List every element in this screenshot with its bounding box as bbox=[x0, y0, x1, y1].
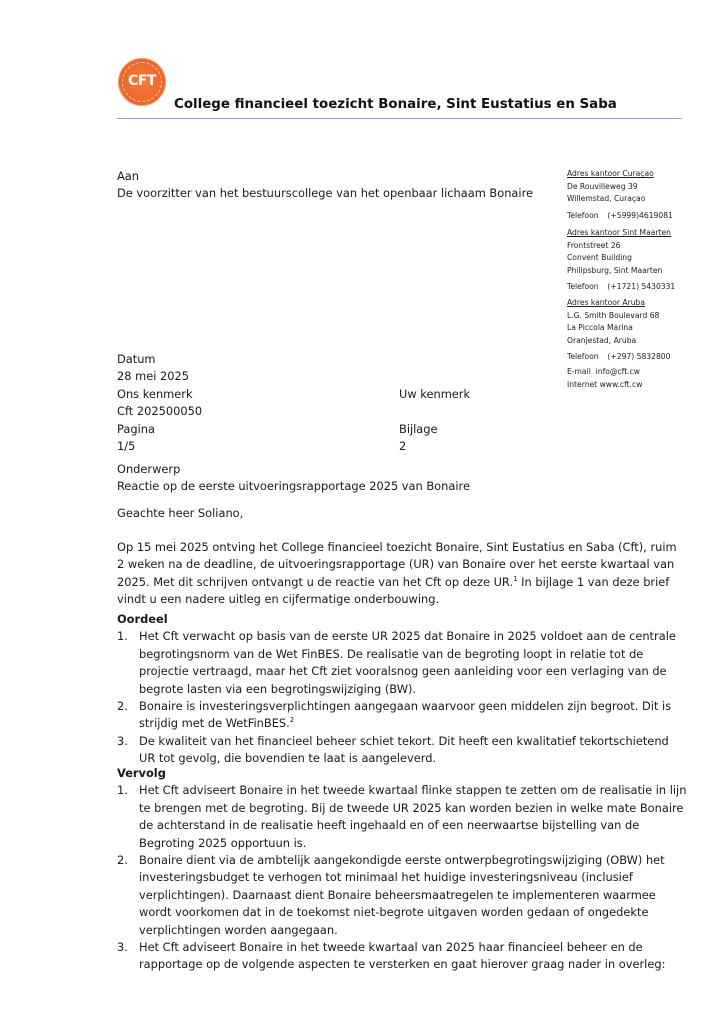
list-item: 3. De kwaliteit van het financieel beheer schiet tekort. Dit heeft een kwalitatief tekortschietend UR tot gevolg, die bovendien te laat is aangeleverd. bbox=[117, 733, 669, 766]
logo-text: CFT bbox=[128, 73, 156, 89]
addressee-label: Aan bbox=[117, 169, 139, 183]
office-heading: Adres kantoor Aruba bbox=[567, 298, 646, 307]
your-reference-label: Uw kenmerk bbox=[399, 386, 471, 401]
office-address-line: De Rouvilleweg 39 bbox=[567, 181, 638, 191]
website-link[interactable]: www.cft.cw bbox=[599, 379, 643, 389]
office-address-line: La Piccola Marina bbox=[567, 323, 633, 332]
page-value: 1/5 bbox=[117, 439, 136, 454]
office-heading: Adres kantoor Sint Maarten bbox=[567, 228, 671, 237]
attachment-label: Bijlage bbox=[399, 421, 438, 436]
cft-logo bbox=[118, 58, 166, 106]
addressee-block bbox=[117, 168, 533, 202]
addressee-name: De voorzitter van het bestuurscollege van het openbaar lichaam Bonaire bbox=[117, 186, 534, 200]
page-label: Pagina bbox=[117, 421, 155, 436]
office-address-line: L.G. Smith Boulevard 68 bbox=[567, 310, 660, 320]
subject-text: Reactie op de eerste uitvoeringsrapportage 2025 van Bonaire bbox=[117, 479, 470, 494]
meta-left bbox=[117, 351, 202, 455]
intro-paragraph: Op 15 mei 2025 ontving het College financieel toezicht Bonaire, Sint Eustatius en Saba (Cft), ruim 2 weken na de deadline, de uitvoeringsrapportage (UR) van Bonaire over het eerste kwartaal van 2025. Met dit schrijven ontvangt u de reactie van het Cft op deze UR.$^1$ In bijlage 1 van deze brief vindt u een nadere uitleg en cijfermatige onderbouwing. bbox=[117, 540, 677, 607]
list-item: 2. Bonaire dient via de ambtelijk aangekondigde eerste ontwerpbegrotingswijziging (OBW) het investeringsbudget te verhogen tot minimaal het huidige investeringsniveau (inclusief verplichtingen). Daarnaast dient Bonaire beheersmaatregelen te implementeren waarmee wordt voorkomen dat in de toekomst niet-begrote uitgaven worden gedaan of ongedekte verplichtingen worden aangegaan. bbox=[117, 853, 665, 937]
oordeel-section bbox=[117, 611, 687, 768]
attachment-value: 2 bbox=[399, 439, 407, 453]
organization-title: College financieel toezicht Bonaire, Sint Eustatius en Saba bbox=[174, 97, 617, 112]
office-curacao bbox=[567, 168, 673, 222]
list-item: 1. Het Cft adviseert Bonaire in het tweede kwartaal flinke stappen te zetten om de realisatie in lijn te brengen met de begroting. Bij de tweede UR 2025 kan worden bezien in welke mate Bonaire de achterstand in de realisatie heeft ingehaald en of een neerwaartse bijstelling van de Begroting 2025 opportuun is. bbox=[117, 783, 687, 850]
our-reference-value: Cft 202500050 bbox=[117, 404, 203, 419]
office-address-line: Philipsburg, Sint Maarten bbox=[567, 265, 663, 275]
footnote-ref[interactable]: 2 bbox=[289, 716, 295, 725]
office-address-line: Convent Building bbox=[567, 253, 632, 262]
meta-right bbox=[399, 386, 470, 456]
office-sint-maarten bbox=[567, 227, 675, 294]
date-label: Datum bbox=[117, 352, 156, 366]
oordeel-list bbox=[117, 628, 687, 767]
office-phone: Telefoon (+297) 5832800 bbox=[567, 352, 671, 361]
subject-label: Onderwerp bbox=[117, 462, 181, 476]
internet-line: Internet www.cft.cw bbox=[567, 379, 643, 389]
our-reference-label: Ons kenmerk bbox=[117, 386, 193, 401]
date-value: 28 mei 2025 bbox=[117, 369, 189, 384]
section-heading: Vervolg bbox=[117, 766, 166, 780]
vervolg-section bbox=[117, 765, 687, 974]
office-address-line: Frontstreet 26 bbox=[567, 240, 621, 250]
email-line: E-mail info@cft.cw bbox=[567, 367, 640, 376]
your-reference-value bbox=[399, 403, 470, 420]
salutation: Geachte heer Soliano, bbox=[117, 506, 244, 520]
list-item: 1. Het Cft verwacht op basis van de eerste UR 2025 dat Bonaire in 2025 voldoet aan de centrale begrotingsnorm van de Wet FinBES. De realisatie van de begroting loopt in relatie tot de projectie vertraagd, maar het Cft ziet vooralsnog geen aanleiding voor een verlaging van de begrote lasten via een begrotingswijziging (BW). bbox=[117, 629, 676, 696]
header-divider bbox=[117, 118, 682, 119]
office-heading: Adres kantoor Curaçao bbox=[567, 169, 654, 178]
footnote-ref[interactable]: 1 bbox=[513, 574, 518, 583]
contact-block bbox=[567, 366, 642, 391]
office-phone: Telefoon (+5999)4619081 bbox=[567, 210, 673, 220]
vervolg-list bbox=[117, 782, 687, 973]
email-link[interactable]: info@cft.cw bbox=[595, 367, 640, 376]
subject-block bbox=[117, 461, 470, 496]
office-address-line: Oranjestad, Aruba bbox=[567, 335, 637, 345]
list-item: 2. Bonaire is investeringsverplichtingen aangegaan waarvoor geen middelen zijn begroot. Dit is strijdig met de WetFinBES.$^2$ bbox=[117, 699, 672, 731]
section-heading: Oordeel bbox=[117, 612, 168, 626]
office-address-line: Willemstad, Curaçao bbox=[567, 194, 646, 203]
list-item: 3. Het Cft adviseert Bonaire in het tweede kwartaal van 2025 haar financieel beheer en de rapportage op de volgende aspecten te versterken en gaat hierover graag nader in overleg: bbox=[117, 940, 666, 972]
office-phone: Telefoon (+1721) 5430331 bbox=[567, 282, 676, 291]
office-aruba bbox=[567, 297, 670, 364]
